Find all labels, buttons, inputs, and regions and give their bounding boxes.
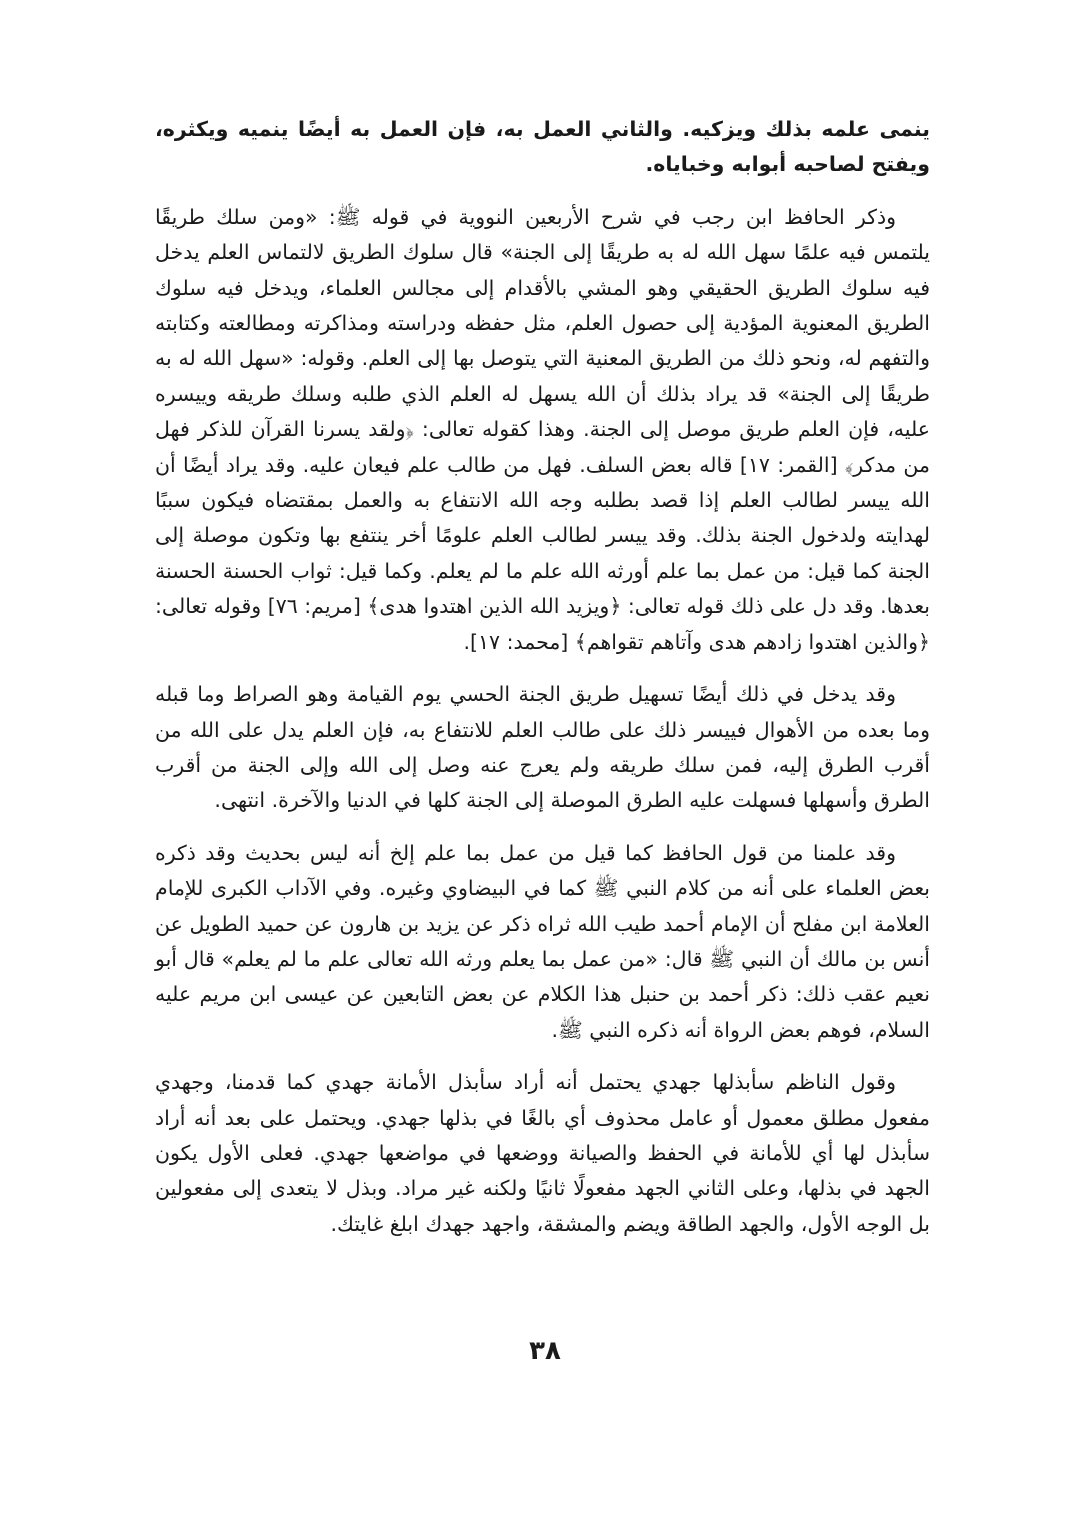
paragraph-3: وقد يدخل في ذلك أيضًا تسهيل طريق الجنة الحسي يوم القيامة وهو الصراط وما قبله وما بعده من الأهوال فييسر ذلك على طالب العلم للانتفاع به، فإن العلم يدل على الله من أقرب الطرق إليه، فمن سلك طريقه ولم يعرج عنه وصل إلى الله وإلى الجنة من أقرب الطرق وأسهلها فسهلت عليه الطرق الموصلة إلى الجنة كلها في الدنيا والآخرة. انتهى. <box>155 682 930 813</box>
paragraph-4: وقد علمنا من قول الحافظ كما قيل من عمل بما علم إلخ أنه ليس بحديث وقد ذكره بعض العلماء على أنه من كلام النبي ﷺ كما في البيضاوي وغيره. وفي الآداب الكبرى للإمام العلامة ابن مفلح أن الإمام أحمد طيب الله ثراه ذكر عن يزيد بن هارون عن حميد الطويل عن أنس بن مالك أن النبي ﷺ قال: «من عمل بما يعلم ورثه الله تعالى علم ما لم يعلم» قال أبو نعيم عقب ذلك: ذكر أحمد بن حنبل هذا الكلام عن بعض التابعين عن عيسى ابن مريم عليه السلام، فوهم بعض الرواة أنه ذكره النبي ﷺ. <box>155 840 930 1042</box>
paragraph-2: وذكر الحافظ ابن رجب في شرح الأربعين النووية في قوله ﷺ: «ومن سلك طريقًا يلتمس فيه علمًا سهل الله له به طريقًا إلى الجنة» قال سلوك الطريق لالتماس العلم يدخل فيه سلوك الطريق الحقيقي وهو المشي بالأقدام إلى مجالس العلماء، ويدخل فيه سلوك الطريق المعنوية المؤدية إلى حصول العلم، مثل حفظه ودراسته ومذاكرته ومطالعته وكتابته والتفهم له، ونحو ذلك من الطريق المعنية التي يتوصل بها إلى العلم. وقوله: «سهل الله له به طريقًا إلى الجنة» قد يراد بذلك أن الله يسهل له العلم الذي طلبه وسلك طريقه وييسره عليه، فإن العلم طريق موصل إلى الجنة. وهذا كقوله تعالى: ﴿ولقد يسرنا القرآن للذكر فهل من مدكر﴾ [القمر: ١٧] قاله بعض السلف. فهل من طالب علم فيعان عليه. وقد يراد أيضًا أن الله ييسر لطالب العلم إذا قصد بطلبه وجه الله الانتفاع به والعمل بمقتضاه فيكون سببًا لهدايته ولدخول الجنة بذلك. وقد ييسر لطالب العلم علومًا أخر ينتفع بها وتكون موصلة إلى الجنة كما قيل: من عمل بما علم أورثه الله علم ما لم يعلم. وكما قيل: ثواب الحسنة الحسنة بعدها. وقد دل على ذلك قوله تعالى: ﴿ويزيد الله الذين اهتدوا هدى﴾ [مريم: ٧٦] وقوله تعالى: ﴿والذين اهتدوا زادهم هدى وآتاهم تقواهم﴾ [محمد: ١٧]. <box>155 204 931 654</box>
paragraph-1: ينمى علمه بذلك ويزكيه. والثاني العمل به، فإن العمل به أيضًا ينميه ويكثره، ويفتح لصاحبه أبوابه وخباياه. <box>155 117 930 177</box>
paragraph-5: وقول الناظم سأبذلها جهدي يحتمل أنه أراد سأبذل الأمانة جهدي كما قدمنا، وجهدي مفعول مطلق معمول أو عامل محذوف أي بالغًا في بذلها جهدي. ويحتمل على بعد أنه أراد سأبذل لها أي للأمانة في الحفظ والصيانة ووضعها في مواضعها جهدي. فعلى الأول يكون الجهد في بذلها، وعلى الثاني الجهد مفعولًا ثانيًا ولكنه غير مراد. وبذل لا يتعدى إلى مفعولين بل الوجه الأول، والجهد الطاقة ويضم والمشقة، واجهد جهدك ابلغ غايتك. <box>155 1070 930 1236</box>
body-text <box>155 112 930 1242</box>
page-number: ٣٨ <box>529 1336 561 1366</box>
